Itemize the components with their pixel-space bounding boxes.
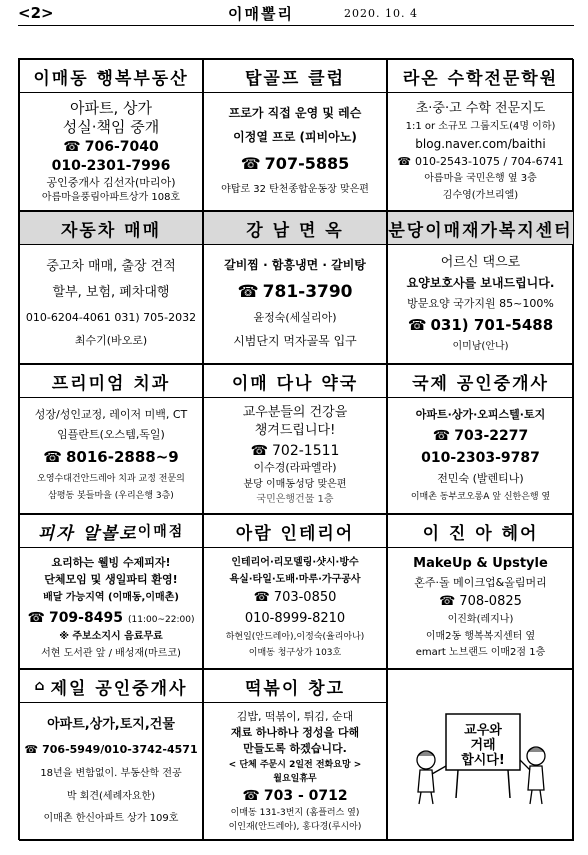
ad-phone: ☎ 706-5949/010-3742-4571 <box>24 744 197 757</box>
ad-top-golf <box>203 59 387 211</box>
ad-ijina-hair <box>387 514 574 669</box>
ad-hours: (11:00~22:00) <box>128 615 195 626</box>
ad-line: 배달 가능지역 (이매동,이매촌) <box>43 591 179 603</box>
ad-address: 아름마을 국민은행 옆 3층 <box>424 173 537 185</box>
ad-contact: 하현일(안드레아),이정숙(율리아나) <box>225 632 365 643</box>
ad-contact: 최수기(바오로) <box>74 334 148 348</box>
ad-phone: 010-8999-8210 <box>244 610 346 626</box>
ad-address: 시범단지 먹자골목 입구 <box>233 334 357 349</box>
ad-address: emart 노브랜드 이매2점 1층 <box>415 647 546 659</box>
ad-title: 이 진 아 헤어 <box>388 515 573 548</box>
ad-line: ※ 주보소지시 음료무료 <box>59 631 163 643</box>
ad-line: 1:1 or 소규모 그룹지도(4명 이하) <box>405 121 556 133</box>
ad-line: 이정열 프로 (피비아노) <box>233 130 357 145</box>
ad-gukje-realestate <box>387 364 574 514</box>
ad-line: 김밥, 떡볶이, 튀김, 순대 <box>236 709 354 723</box>
ad-phone: ☎ 031) 701-5488 <box>408 317 553 334</box>
ad-address: 이매동 청구상가 103호 <box>248 648 342 659</box>
ad-line: 단체모임 및 생일파티 환영! <box>44 573 178 587</box>
sign-illustration <box>406 700 556 810</box>
ad-title: 분당이매재가복지센터 <box>388 212 573 245</box>
ad-tteokbokki-changgo <box>203 669 387 841</box>
ad-title: 국제 공인중개사 <box>388 365 573 398</box>
ad-title: 강 남 면 옥 <box>204 212 386 245</box>
ad-blog: blog.naver.com/baithi <box>415 136 546 151</box>
ad-phone: 010-6204-4061 031) 705-2032 <box>25 310 197 324</box>
ad-line: 만들도록 하겠습니다. <box>243 742 347 756</box>
ad-title: 자동차 매매 <box>20 212 202 245</box>
ad-line: 초·중·고 수학 전문지도 <box>415 100 546 116</box>
ad-line: 욕실·타일·도배·마루·가구공사 <box>229 574 361 586</box>
ad-phone: ☎ 781-3790 <box>237 283 352 303</box>
ad-title: 프리미엄 치과 <box>20 365 202 398</box>
ad-address: 이매2동 행복복지센터 옆 <box>425 630 536 642</box>
ad-contact: 김수영(가브리엘) <box>442 189 519 201</box>
ad-premium-dental <box>19 364 203 514</box>
ad-line: 재료 하나하나 정성을 다해 <box>230 726 360 740</box>
ad-phone: ☎ 703-0850 <box>254 591 337 606</box>
ad-contact: 이인재(안드레아), 홍다경(루시아) <box>228 821 362 832</box>
ad-title: 아람 인테리어 <box>204 515 386 548</box>
ad-gangnam-myeonok <box>203 211 387 364</box>
ad-address: 이매촌 한신아파트 상가 109호 <box>43 813 179 825</box>
ad-dana-pharmacy <box>203 364 387 514</box>
ad-line: 성실·책임 중개 <box>62 118 160 137</box>
ad-title <box>20 515 202 548</box>
ad-phone: ☎ 702-1511 <box>251 443 340 459</box>
ad-phone: ☎ 703 - 0712 <box>242 788 347 804</box>
ad-phone-row <box>28 608 195 626</box>
ad-title: 라온 수학전문학원 <box>388 60 573 93</box>
ad-phone: ☎ 703-2277 <box>433 428 528 444</box>
ad-title-text: 제일 공인중개사 <box>50 678 188 699</box>
ad-contact: 공인중개사 김선자(마리아) <box>46 175 176 189</box>
ad-address: 이매동 131-3번지 (홈플러스 옆) <box>230 807 360 818</box>
ad-aram-interior <box>203 514 387 669</box>
ad-address: 분당 이매동성당 맞은편 <box>243 478 347 490</box>
ad-address: 이매촌 동부코오롱A 앞 신한은행 옆 <box>410 492 551 503</box>
ad-line: 아파트, 상가 <box>70 98 152 117</box>
ad-title-branch: 이매점 <box>137 524 185 540</box>
header-rule <box>18 25 574 26</box>
ad-line: 중고차 매매, 출장 견적 <box>46 258 176 274</box>
ad-line: 어르신 댁으로 <box>440 254 521 270</box>
ad-jeil-realestate <box>19 669 203 841</box>
ad-line: 교우분들의 건강을 <box>242 404 348 420</box>
ad-phone: 010-2301-7996 <box>51 157 171 174</box>
ad-phone: ☎ 706-7040 <box>63 139 158 155</box>
ad-line: 방문요양 국가지원 85~100% <box>407 296 554 310</box>
ad-line: 요리하는 웰빙 수제피자! <box>51 555 171 569</box>
ad-line: 아파트,상가,토지,건물 <box>47 717 175 733</box>
ad-address: 서현 도서관 앞 / 배성재(마르코) <box>41 647 181 659</box>
ad-contact: 박 회견(세례자요한) <box>66 790 156 802</box>
ad-contact: 윤정숙(세실리아) <box>253 311 337 325</box>
ad-address: 삼평동 봇들마을 (우리은행 3층) <box>48 491 174 502</box>
page-number: <2> <box>18 4 54 22</box>
ad-contact: 오영수대건안드레아 치과 교정 전문의 <box>37 473 185 484</box>
ad-title: 이매동 행복부동산 <box>20 60 202 93</box>
ad-phone: ☎ 709-8495 <box>28 610 123 626</box>
sign-text-1: 교우와 <box>463 723 502 738</box>
ad-title: 이매 다나 약국 <box>204 365 386 398</box>
ad-address: 야탑로 32 탄천종합운동장 맞은편 <box>221 184 369 196</box>
ad-line: 챙겨드립니다! <box>254 423 336 439</box>
ad-contact: 전민숙 (발렌티나) <box>437 471 524 485</box>
ad-line: 임플란트(오스템,독일) <box>57 428 165 442</box>
ad-title: 떡볶이 창고 <box>204 670 386 703</box>
sign-illustration-cell <box>387 669 574 841</box>
ad-pizza-alvolo <box>19 514 203 669</box>
sign-text-3: 합시다! <box>460 753 505 768</box>
ad-used-car <box>19 211 203 364</box>
ad-line: 아파트·상가·오피스텔·토지 <box>415 407 546 421</box>
ad-grid <box>18 58 573 840</box>
ad-contact: 이진화(레지나) <box>447 614 514 626</box>
ad-line: 18년을 변함없이. 부동산학 전공 <box>40 768 182 779</box>
ad-contact: 이미남(안나) <box>452 340 509 352</box>
ad-line: 할부, 보험, 폐차대행 <box>52 284 170 300</box>
ad-line: 프로가 직접 운영 및 레슨 <box>228 106 362 121</box>
home-icon: ⌂ <box>34 678 47 694</box>
ad-line: < 단체 주문시 2일전 전화요망 > <box>228 759 362 770</box>
ad-title: 탑골프 클럽 <box>204 60 386 93</box>
ad-line: 요양보호사를 보내드립니다. <box>406 276 555 291</box>
ad-phone: 010-2303-9787 <box>421 450 540 467</box>
ad-welfare-center <box>387 211 574 364</box>
ad-address: 아름마을풍림아파트상가 108호 <box>41 191 181 203</box>
sign-text-2: 거래 <box>469 738 496 753</box>
page-header <box>18 2 574 26</box>
ad-phone: ☎ 707-5885 <box>241 155 350 173</box>
ad-line: 인테리어·리모델링·샷시·방수 <box>231 557 359 569</box>
ad-line: MakeUp & Upstyle <box>413 555 548 571</box>
ad-phone: ☎ 8016-2888~9 <box>43 449 178 466</box>
ad-line: 갈비찜 · 함흥냉면 · 갈비탕 <box>224 258 366 273</box>
ad-phone: ☎ 708-0825 <box>439 595 522 610</box>
ad-haengbok-realestate <box>19 59 203 211</box>
ad-address: 국민은행건물 1층 <box>256 493 334 505</box>
issue-date: 2020. 10. 4 <box>344 7 418 20</box>
ad-line: 혼주·돌 메이크업&올림머리 <box>414 575 547 589</box>
ad-contact: 이수경(라파엘라) <box>253 461 337 475</box>
ad-raon-math <box>387 59 574 211</box>
ad-title <box>20 670 202 703</box>
newsletter-title: 이매뽈리 <box>228 5 294 23</box>
ad-title-brand: 피자 알볼로 <box>37 523 138 544</box>
ad-phone: ☎ 010-2543-1075 / 704-6741 <box>397 156 563 169</box>
ad-line: 월요일휴무 <box>273 773 317 784</box>
ad-line: 성장/성인교정, 레이저 미백, CT <box>34 408 188 422</box>
